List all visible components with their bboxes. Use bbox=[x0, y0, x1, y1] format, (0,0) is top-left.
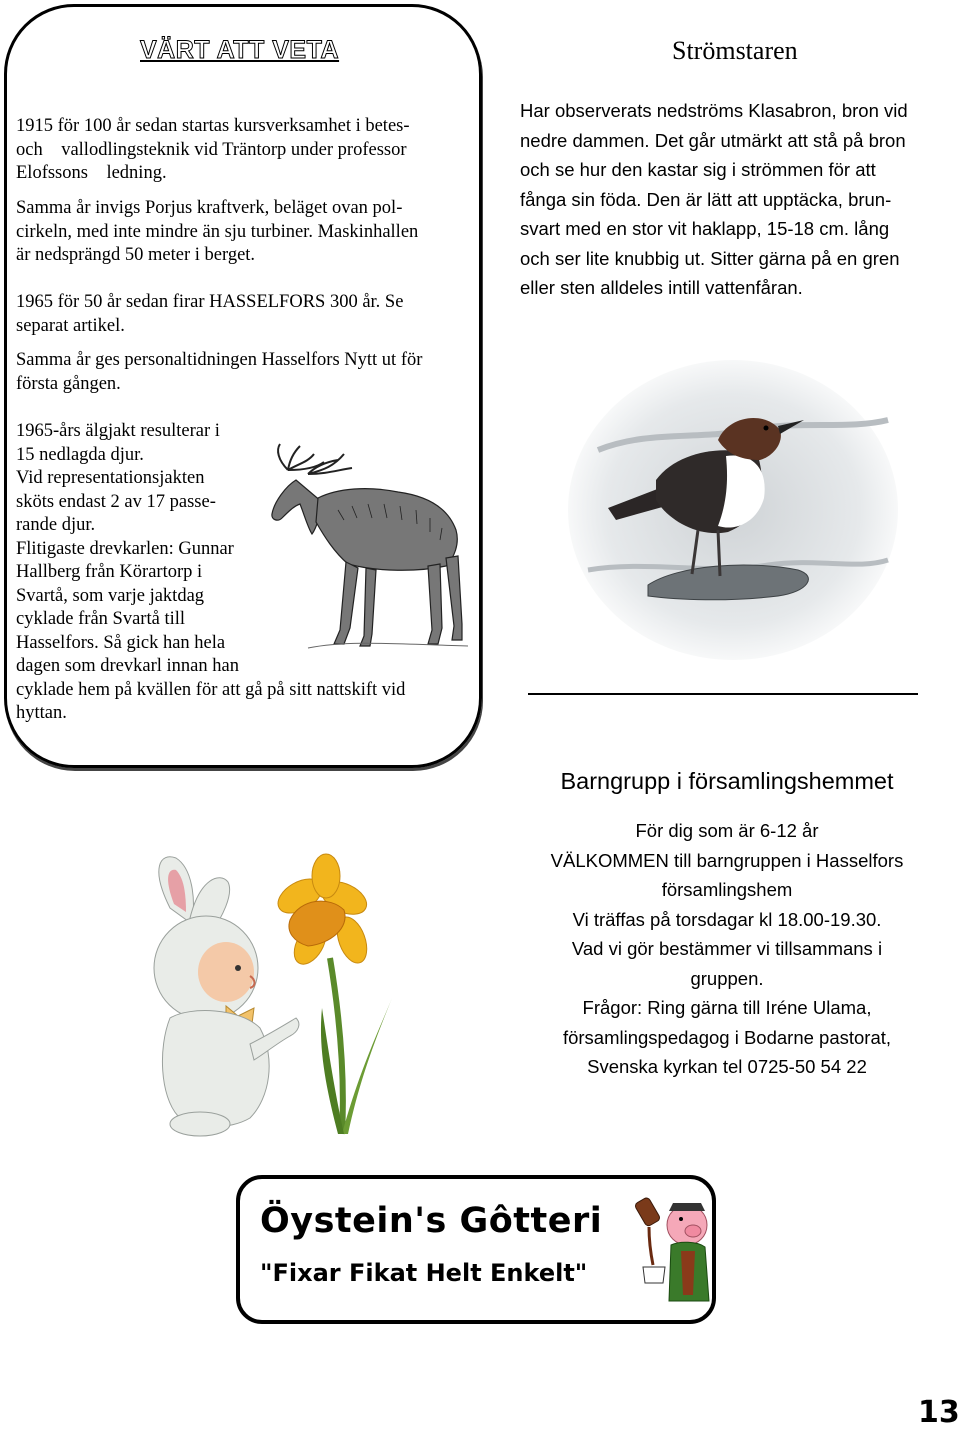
ad-name: Öystein's Gôtteri bbox=[260, 1201, 603, 1241]
text-line: separat artikel. bbox=[16, 315, 125, 336]
info-box-title: VÄRT ATT VETA bbox=[140, 36, 340, 64]
moose-illustration bbox=[268, 440, 473, 655]
text-line: Flitigaste drevkarlen: Gunnar bbox=[16, 538, 234, 559]
text-line: Vi träffas på torsdagar kl 18.00-19.30. bbox=[572, 908, 882, 930]
text-line: 1965 för 50 år sedan firar HASSELFORS 300 år. Se bbox=[16, 292, 404, 312]
info-paragraph-hasselfors-nytt bbox=[16, 349, 422, 396]
text-line: Hallberg från Körartorp i bbox=[16, 562, 203, 582]
text-line: församlingspedagog i Bodarne pastorat, bbox=[562, 1026, 892, 1048]
text-line: svart med en stor vit haklapp, 15-18 cm. lång bbox=[520, 218, 890, 239]
stromstaren-text bbox=[520, 96, 908, 303]
text-line: 15 nedlagda djur. bbox=[16, 444, 144, 465]
text-line: hyttan. bbox=[16, 703, 67, 723]
text-line: och ser lite knubbig ut. Sitter gärna på en gren bbox=[520, 247, 900, 269]
info-paragraph-porjus bbox=[16, 197, 418, 268]
text-line: cyklade hem på kvällen för att gå på sitt nattskift vid bbox=[16, 679, 406, 700]
text-line: dagen som drevkarl innan han bbox=[16, 656, 239, 676]
text-line: Vad vi gör bestämmer vi tillsammans i bbox=[571, 938, 883, 959]
text-line: församlingshem bbox=[661, 879, 793, 900]
text-line: eller sten alldeles intill vattenfåran. bbox=[520, 277, 803, 298]
text-line: Svartå, som varje jaktdag bbox=[16, 585, 205, 606]
text-line: 1965-års älgjakt resulterar i bbox=[16, 421, 220, 441]
text-line: För dig som är 6-12 år bbox=[635, 820, 819, 841]
text-line: och se hur den kastar sig i strömmen för att bbox=[520, 159, 876, 180]
gotteri-ad bbox=[236, 1175, 716, 1324]
barngrupp-text bbox=[510, 816, 944, 1082]
text-line: Samma år ges personaltidningen Hasselfors Nytt ut för bbox=[16, 350, 423, 370]
section-divider bbox=[528, 693, 918, 695]
text-line: 1915 för 100 år sedan startas kursverksamhet i betes- bbox=[16, 116, 410, 136]
text-line: cyklade från Svartå till bbox=[16, 609, 186, 629]
info-paragraph-1915 bbox=[16, 115, 410, 186]
text-line: och vallodlingsteknik vid Träntorp under professor bbox=[16, 139, 407, 160]
page-number: 13 bbox=[918, 1395, 960, 1430]
barngrupp-title: Barngrupp i församlingshemmet bbox=[560, 768, 894, 794]
text-line: VÄLKOMMEN till barngruppen i Hasselfors bbox=[550, 849, 904, 871]
pig-chef-icon bbox=[635, 1191, 717, 1311]
stromstaren-title: Strömstaren bbox=[672, 36, 798, 65]
text-line: gruppen. bbox=[690, 967, 764, 989]
text-line: Svenska kyrkan tel 0725-50 54 22 bbox=[587, 1056, 867, 1077]
text-line: nedre dammen. Det går utmärkt att stå på bron bbox=[520, 129, 906, 151]
text-line: Frågor: Ring gärna till Iréne Ulama, bbox=[582, 997, 872, 1018]
text-line: Har observerats nedströms Klasabron, bron vid bbox=[520, 100, 908, 121]
text-line: cirkeln, med inte mindre än sju turbiner. Maskinhallen bbox=[16, 221, 419, 242]
child-daffodil-illustration bbox=[130, 848, 410, 1138]
ad-slogan: "Fixar Fikat Helt Enkelt" bbox=[260, 1259, 588, 1287]
text-line: fånga sin föda. Den är lätt att upptäcka, brun- bbox=[520, 188, 892, 210]
text-line: första gången. bbox=[16, 373, 121, 394]
info-paragraph-1965 bbox=[16, 291, 403, 338]
dipper-bird-illustration bbox=[568, 360, 898, 660]
text-line: Hasselfors. Så gick han hela bbox=[16, 632, 226, 653]
text-line: Vid representationsjakten bbox=[16, 468, 205, 488]
text-line: Elofssons ledning. bbox=[16, 163, 167, 183]
text-line: sköts endast 2 av 17 passe- bbox=[16, 491, 216, 512]
text-line: är nedsprängd 50 meter i berget. bbox=[16, 245, 256, 265]
text-line: Samma år invigs Porjus kraftverk, beläget ovan pol- bbox=[16, 198, 403, 218]
text-line: rande djur. bbox=[16, 515, 96, 535]
